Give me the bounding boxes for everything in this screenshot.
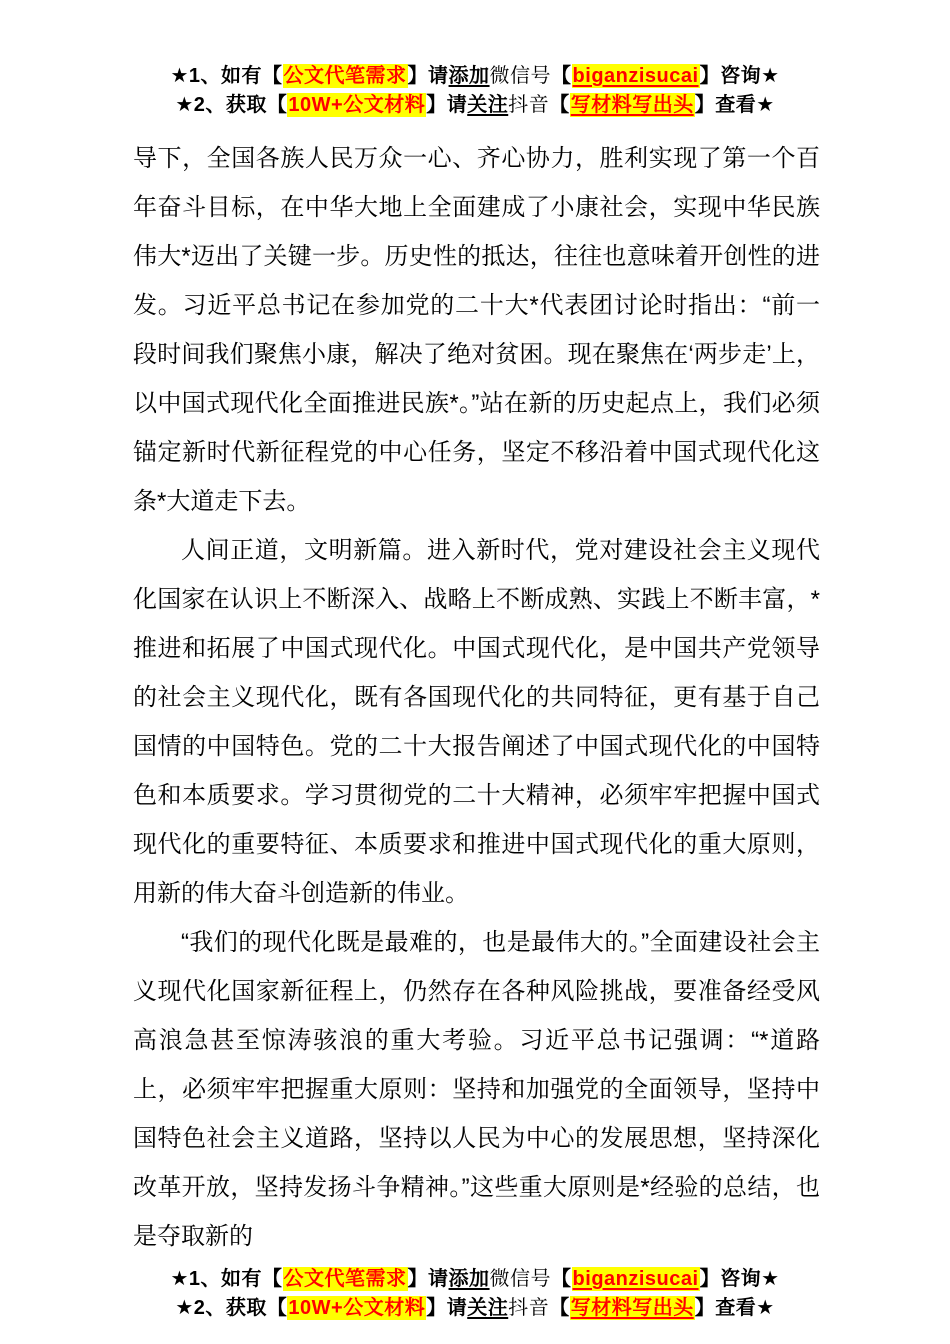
ad-text-segment: 【 bbox=[551, 65, 572, 87]
body-paragraph-1: 导下，全国各族人民万众一心、齐心协力，胜利实现了第一个百年奋斗目标，在中华大地上全面建成了小康社会，实现中华民族伟大*迈出了关键一步。历史性的抵达，往往也意味着开创性的进发。习近平总书记在参加党的二十大*代表团讨论时指出：“前一段时间我们聚焦小康，解决了绝对贫困。现在聚焦在‘两步走’上，以中国式现代化全面推进民族*。”站在新的历史起点上，我们必须锚定新时代新征程党的中心任务，坚定不移沿着中国式现代化这条*大道走下去。 bbox=[133, 145, 820, 515]
ad-text-segment: 】查看★ bbox=[694, 94, 775, 116]
ad-text-segment: 微信号 bbox=[489, 1268, 552, 1290]
header-ad-line-2 bbox=[0, 91, 950, 120]
footer-ad-line-1 bbox=[0, 1265, 950, 1294]
ad-text-segment: 】请 bbox=[407, 1268, 449, 1290]
ad-text-segment: ★1、如有【 bbox=[170, 1268, 283, 1290]
douyin-account-name: 写材料写出头 bbox=[570, 94, 694, 116]
header-ad bbox=[0, 0, 950, 120]
ad-text-segment: 】请 bbox=[426, 94, 468, 116]
ad-text-segment: 抖音 bbox=[508, 94, 550, 116]
ad-text-segment: 】请 bbox=[407, 65, 449, 87]
header-ad-line-1 bbox=[0, 62, 950, 91]
ad-text-segment: ★2、获取【 bbox=[175, 1297, 288, 1319]
footer-ad-line-2 bbox=[0, 1294, 950, 1323]
underlined-word-guanzhu: 关注 bbox=[467, 1297, 509, 1319]
body-paragraph-2: 人间正道，文明新篇。进入新时代，党对建设社会主义现代化国家在认识上不断深入、战略上不断成熟、实践上不断丰富，*推进和拓展了中国式现代化。中国式现代化，是中国共产党领导的社会主义现代化，既有各国现代化的共同特征，更有基于自己国情的中国特色。党的二十大报告阐述了中国式现代化的中国特色和本质要求。学习贯彻党的二十大精神，必须牢牢把握中国式现代化的重要特征、本质要求和推进中国式现代化的重大原则，用新的伟大奋斗创造新的伟业。 bbox=[133, 537, 820, 907]
highlight-phrase-10w-materials: 10W+公文材料 bbox=[288, 94, 426, 116]
document-body-text bbox=[133, 134, 820, 1261]
ad-text-segment: 【 bbox=[549, 94, 570, 116]
ad-text-segment: 】请 bbox=[426, 1297, 468, 1319]
wechat-id: biganzisucai bbox=[572, 1268, 699, 1290]
wechat-id: biganzisucai bbox=[572, 65, 699, 87]
ad-text-segment: 抖音 bbox=[508, 1297, 550, 1319]
highlight-phrase-gongwen-daibi: 公文代笔需求 bbox=[283, 1268, 407, 1290]
ad-text-segment: 】查看★ bbox=[694, 1297, 775, 1319]
highlight-phrase-10w-materials: 10W+公文材料 bbox=[288, 1297, 426, 1319]
underlined-word-guanzhu: 关注 bbox=[467, 94, 509, 116]
highlight-phrase-gongwen-daibi: 公文代笔需求 bbox=[283, 65, 407, 87]
ad-text-segment: ★1、如有【 bbox=[170, 65, 283, 87]
underlined-word-tianjia: 添加 bbox=[448, 1268, 490, 1290]
douyin-account-name: 写材料写出头 bbox=[570, 1297, 694, 1319]
underlined-word-tianjia: 添加 bbox=[448, 65, 490, 87]
ad-text-segment: 【 bbox=[551, 1268, 572, 1290]
ad-text-segment: ★2、获取【 bbox=[175, 94, 288, 116]
ad-text-segment: 【 bbox=[549, 1297, 570, 1319]
ad-text-segment: 】咨询★ bbox=[699, 65, 780, 87]
body-paragraph-3: “我们的现代化既是最难的，也是最伟大的。”全面建设社会主义现代化国家新征程上，仍然存在各种风险挑战，要准备经受风高浪急甚至惊涛骇浪的重大考验。习近平总书记强调：“*道路上，必须牢牢把握重大原则：坚持和加强党的全面领导，坚持中国特色社会主义道路，坚持以人民为中心的发展思想，坚持深化改革开放，坚持发扬斗争精神。”这些重大原则是*经验的总结，也是夺取新的 bbox=[133, 929, 820, 1250]
ad-text-segment: 微信号 bbox=[489, 65, 552, 87]
ad-text-segment: 】咨询★ bbox=[699, 1268, 780, 1290]
footer-ad bbox=[0, 1265, 950, 1323]
